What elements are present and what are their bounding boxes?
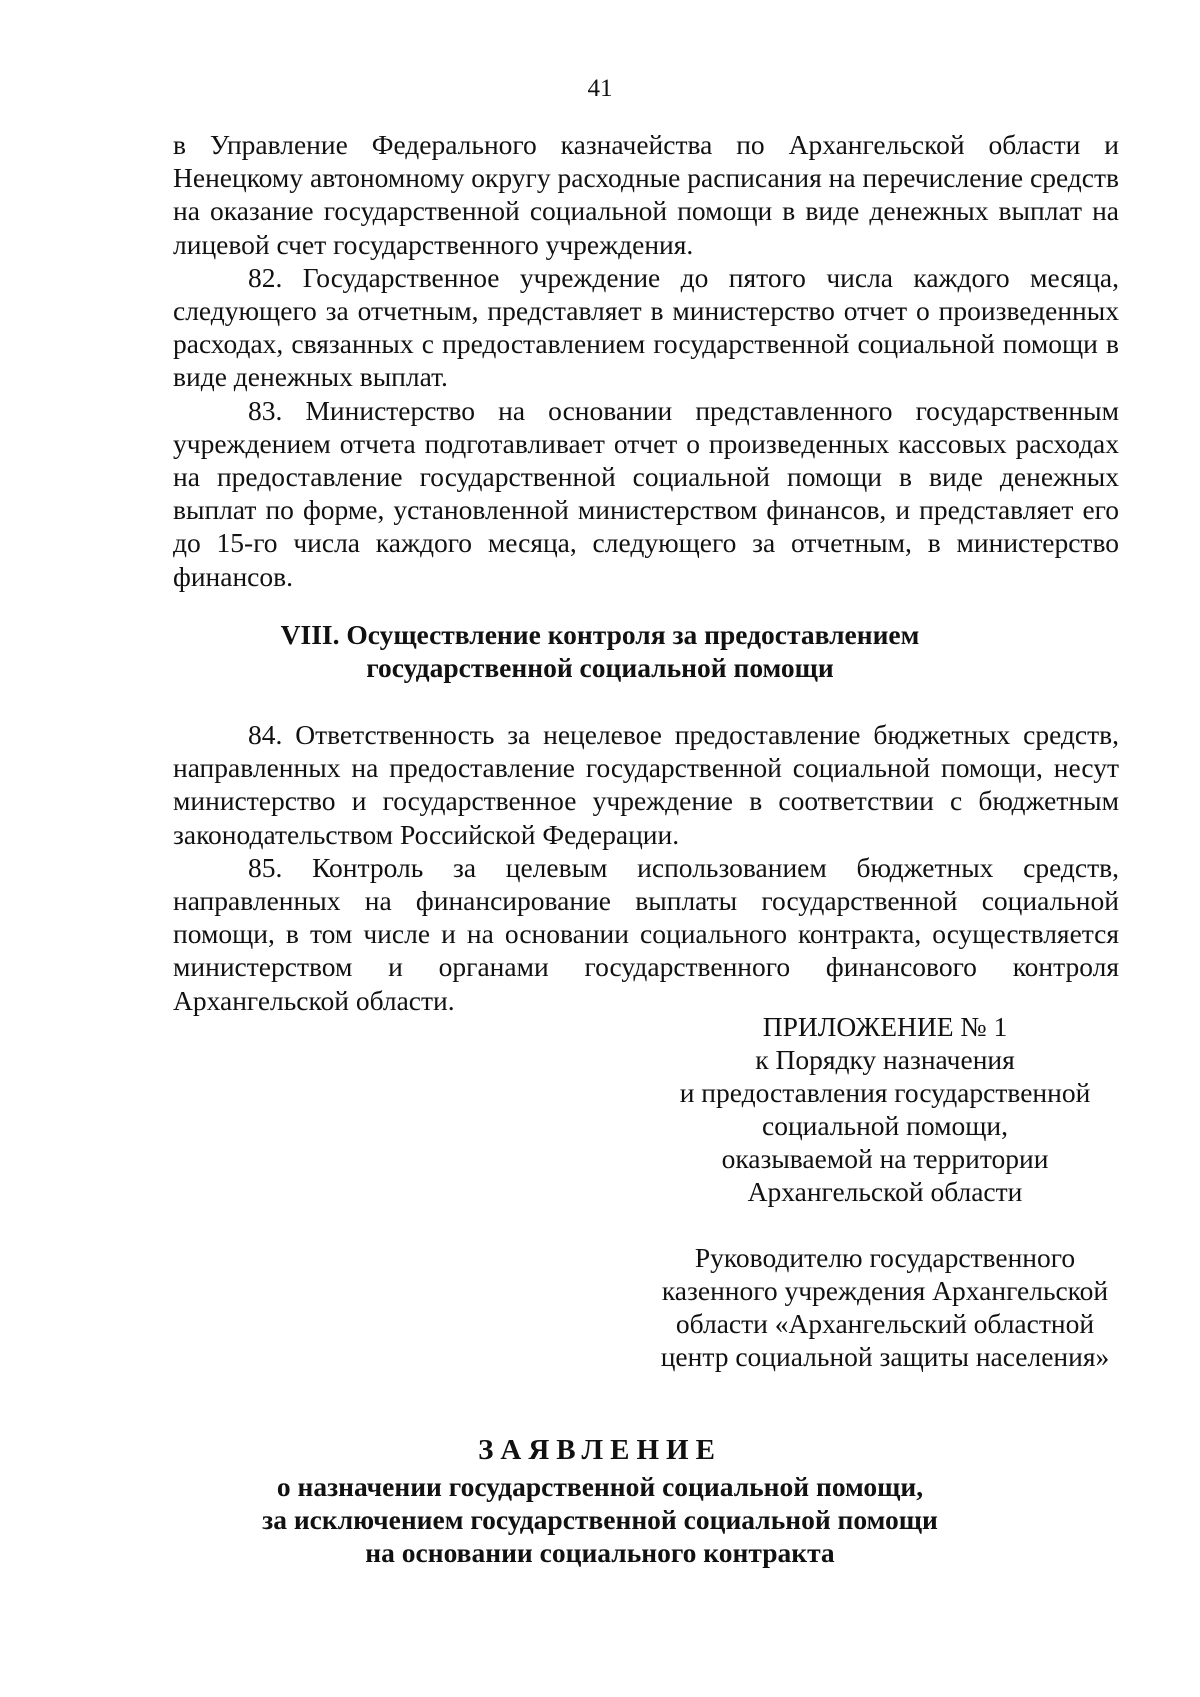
paragraph-82: 82. Государственное учреждение до пятого числа каждого месяца, следующего за отчетным, представляет в министерство отчет о произведенных расходах, связанных с предоставлением государственной социальной помощи в виде денежных выплат. — [173, 261, 1119, 393]
appendix-line: оказываемой на территории — [721, 1143, 1049, 1174]
appendix-line: к Порядку назначения — [755, 1044, 1015, 1075]
statement-subtitle-line: на основании социального контракта — [365, 1537, 835, 1568]
statement-subtitle — [0, 1470, 1200, 1569]
paragraph-block-payments — [173, 128, 1119, 593]
addressee-line: казенного учреждения Архангельской — [661, 1275, 1109, 1306]
page-number: 41 — [587, 75, 613, 102]
paragraph-block-control — [173, 718, 1119, 1017]
section-heading-line: государственной социальной помощи — [366, 652, 834, 683]
addressee-line: Руководителю государственного — [694, 1242, 1076, 1273]
paragraph-84: 84. Ответственность за нецелевое предоставление бюджетных средств, направленных на предоставление государственной социальной помощи, несут министерство и государственное учреждение в соответствии с бюджетным законодательством Российской Федерации. — [173, 719, 1119, 850]
paragraph-85: 85. Контроль за целевым использованием бюджетных средств, направленных на финансирование выплаты государственной социальной помощи, в том числе и на основании социального контракта, осуществляется министерством и органами государственного финансового контроля Архангельской области. — [173, 851, 1119, 1016]
appendix-header — [640, 1010, 1130, 1208]
paragraph-83: 83. Министерство на основании представленного государственным учреждением отчета подготавливает отчет о произведенных кассовых расходах на предоставление государственной социальной помощи в виде денежных выплат по форме, установленной министерством финансов, и представляет его до 15-го числа каждого месяца, следующего за отчетным, в министерство финансов. — [173, 394, 1119, 592]
appendix-line: социальной помощи, — [761, 1110, 1009, 1141]
section-heading-line: VIII. Осуществление контроля за предоставлением — [280, 619, 920, 650]
statement-subtitle-line: за исключением государственной социальной помощи — [262, 1504, 938, 1535]
appendix-line: Архангельской области — [747, 1176, 1023, 1207]
addressee-line: центр социальной защиты населения» — [660, 1341, 1110, 1372]
appendix-line: и предоставления государственной — [679, 1077, 1091, 1108]
appendix-line: ПРИЛОЖЕНИЕ № 1 — [762, 1011, 1008, 1042]
section-heading-viii — [0, 618, 1200, 684]
paragraph-treasury-schedules: в Управление Федерального казначейства по Архангельской области и Ненецкому автономному округу расходные расписания на перечисление средств на оказание государственной социальной помощи в виде денежных выплат на лицевой счет государственного учреждения. — [173, 129, 1119, 260]
addressee-line: области «Архангельский областной — [675, 1308, 1095, 1339]
statement-subtitle-line: о назначении государственной социальной помощи, — [276, 1471, 924, 1502]
statement-title: ЗАЯВЛЕНИЕ — [478, 1434, 722, 1466]
addressee-block — [640, 1241, 1130, 1373]
